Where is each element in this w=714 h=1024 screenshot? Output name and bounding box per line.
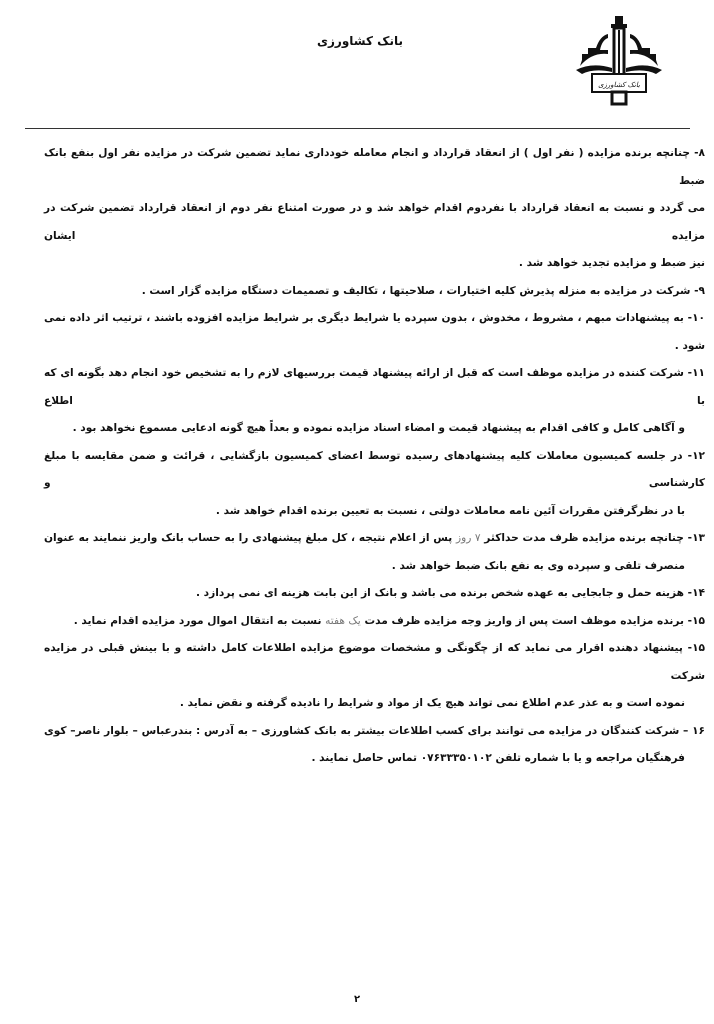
clause-line: ۹- شرکت در مزایده به منزله پذیرش کلیه اختیارات ، صلاحیتها ، تکالیف و تصمیمات دستگاه مزایده گزار است .: [141, 284, 705, 297]
clause-14: [44, 580, 705, 608]
clause-line: می گردد و نسبت به انعقاد قرارداد با نفردوم اقدام خواهد شد و در صورت امتناع نفر دوم از انعقاد قرارداد تضمین شرکت در مزایده ایشان: [44, 202, 705, 242]
logo-text: بانک کشاورزی: [598, 81, 640, 89]
clause-line: ۱۱- شرکت کننده در مزایده موظف است که قبل از ارائه پیشنهاد قیمت بررسیهای لازم را به تشخیص خود انجام دهد بگونه ای که با اطلاع: [44, 367, 705, 407]
clause-8: [44, 140, 705, 278]
clause-line: [44, 525, 705, 553]
clause-9: [44, 278, 705, 306]
clause-text: ۱۵- برنده مزایده موظف است پس از واریز وجه مزایده ظرف مدت: [360, 614, 705, 627]
clause-line: [44, 608, 705, 636]
bank-keshavarzi-logo: [572, 14, 666, 106]
clause-15-acknowledgement: [44, 635, 705, 718]
clause-text: ۱۳- چنانچه برنده مزایده ظرف مدت حداکثر: [480, 532, 705, 544]
header-separator: [25, 128, 690, 129]
clause-text: نسبت به انتقال اموال مورد مزایده اقدام نماید .: [73, 614, 326, 627]
clause-13: [44, 525, 705, 580]
clause-line: با در نظرگرفتن مقررات آئین نامه معاملات دولتی ، نسبت به تعیین برنده اقدام خواهد شد .: [215, 504, 685, 517]
clause-line: و آگاهی کامل و کافی اقدام به پیشنهاد قیمت و امضاء اسناد مزایده نموده و بعداً هیچ گونه ادعایی مسموع نخواهد بود .: [72, 422, 685, 434]
clause-line: نیز ضبط و مزایده تجدید خواهد شد .: [518, 257, 705, 269]
clause-line: ۱۴- هزینه حمل و جابجایی به عهده شخص برنده می باشد و بانک از این بابت هزینه ای نمی پردازد .: [195, 587, 705, 599]
bank-name-title: بانک کشاورزی: [317, 34, 403, 48]
clause-line: ۸- چنانچه برنده مزایده ( نفر اول ) از انعقاد قرارداد و انجام معامله خودداری نماید تضمین شرکت در مزایده نفر اول بنفع بانک ضبط: [44, 147, 705, 187]
clause-12: [44, 443, 705, 526]
clause-line: نموده است و به عذر عدم اطلاع نمی تواند هیچ یک از مواد و شرایط را نادیده گرفته و نقض نماید .: [179, 697, 685, 709]
clause-text: پس از اعلام نتیجه ، کل مبلغ پیشنهادی را به حساب بانک واریز ننمایند به عنوان: [44, 532, 457, 544]
deadline-highlight: ۷ روز: [456, 532, 481, 544]
clause-line: منصرف تلقی و سپرده وی به نفع بانک ضبط خواهد شد .: [391, 559, 685, 572]
clause-15-transfer: [44, 608, 705, 636]
clause-line: فرهنگیان مراجعه و یا با شماره تلفن ۰۷۶۳۳۳۵۰۱۰۲ تماس حاصل نمایند .: [311, 752, 685, 764]
clause-line: ۱۰- به پیشنهادات مبهم ، مشروط ، مخدوش ، بدون سپرده یا شرایط دیگری بر شرایط مزایده افزوده باشند ، ترتیب اثر داده نمی شود .: [44, 312, 705, 352]
document-body: [44, 140, 705, 773]
deadline-highlight: یک هفته: [325, 614, 361, 627]
clause-line: ۱۵- پیشنهاد دهنده اقرار می نماید که از چگونگی و مشخصات موضوع مزایده اطلاعات کامل داشته و با بینش قبلی در مزایده شرکت: [44, 642, 705, 682]
page-number: ۲: [353, 994, 361, 1005]
clause-line: ۱۲- در جلسه کمیسیون معاملات کلیه پیشنهادهای رسیده توسط اعضای کمیسیون بازگشایی ، قرائت و ضمن مقایسه با مبلغ کارشناسی و: [44, 449, 705, 489]
clause-16: [44, 718, 705, 773]
clause-10: [44, 305, 705, 360]
clause-11: [44, 360, 705, 443]
clause-line: ۱۶ – شرکت کنندگان در مزایده می توانند برای کسب اطلاعات بیشتر به بانک کشاورزی – به آدرس : بندرعباس – بلوار ناصر– کوی: [44, 724, 705, 737]
